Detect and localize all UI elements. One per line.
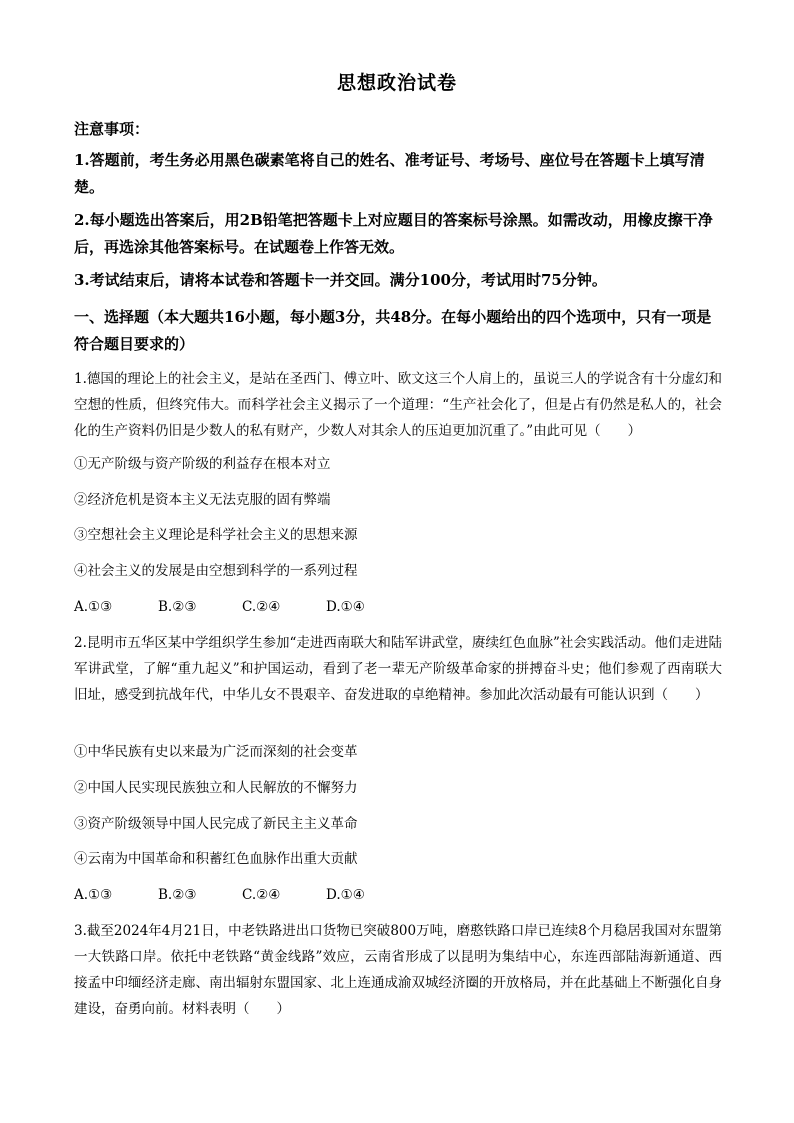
question-1-choice-b: B.②③ [158,599,197,615]
question-2-choice-d: D.①④ [326,887,365,903]
question-2-option-1: ①中华民族有史以来最为广泛而深刻的社会变革 [74,744,358,760]
question-2-option-4: ④云南为中国革命和积蓄红色血脉作出重大贡献 [74,851,358,867]
question-2-choice-c: C.②④ [242,887,281,903]
page-title: 思想政治试卷 [336,72,457,94]
question-2-stem: 2.昆明市五华区某中学组织学生参加“走进西南联大和陆军讲武堂，赓续红色血脉”社会实践活动。他们走进陆军讲武堂，了解“重九起义”和护国运动，看到了老一辈无产阶级革命家的拼搏奋斗史；他们参观了西南联大旧址，感受到抗战年代，中华儿女不畏艰辛、奋发进取的卓绝精神。参加此次活动最有可能认识到（ ） [74,635,722,703]
section-heading: 一、选择题（本大题共16小题，每小题3分，共48分。在每小题给出的四个选项中，只有一项是符合题目要求的） [74,308,712,353]
question-1-option-3: ③空想社会主义理论是科学社会主义的思想来源 [74,527,358,543]
question-2-choices [74,885,410,905]
question-2-choice-b: B.②③ [158,887,197,903]
question-1-option-1: ①无产阶级与资产阶级的利益存在根本对立 [74,456,331,472]
notice-item-3: 3.考试结束后，请将本试卷和答题卡一并交回。满分100分，考试用时75分钟。 [74,271,607,289]
question-1-choice-c: C.②④ [242,599,281,615]
question-1-choice-d: D.①④ [326,599,365,615]
question-2-option-2: ②中国人民实现民族独立和人民解放的不懈努力 [74,780,358,796]
notice-heading: 注意事项： [74,120,150,138]
question-3-stem: 3.截至2024年4月21日，中老铁路进出口货物已突破800万吨，磨憨铁路口岸已连续8个月稳居我国对东盟第一大铁路口岸。依托中老铁路“黄金线路”效应，云南省形成了以昆明为集结中心，东连西部陆海新通道、西接孟中印缅经济走廊、南出辐射东盟国家、北上连通成渝双城经济圈的开放格局，并在此基础上不断强化自身建设，奋勇向前。材料表明（ ） [74,923,722,1017]
notice-item-2: 2.每小题选出答案后，用2B铅笔把答题卡上对应题目的答案标号涂黑。如需改动，用橡皮擦干净后，再选涂其他答案标号。在试题卷上作答无效。 [74,211,713,256]
question-2-choice-a: A.①③ [74,887,113,903]
question-1-option-4: ④社会主义的发展是由空想到科学的一系列过程 [74,563,358,579]
question-1-stem: 1.德国的理论上的社会主义，是站在圣西门、傅立叶、欧文这三个人肩上的，虽说三人的学说含有十分虚幻和空想的性质，但终究伟大。而科学社会主义揭示了一个道理：“生产社会化了，但是占有仍然是私人的，社会化的生产资料仍旧是少数人的私有财产，少数人对其余人的压迫更加沉重了。”由此可见（ ） [74,371,722,439]
question-1-option-2: ②经济危机是资本主义无法克服的固有弊端 [74,492,331,508]
question-1-choice-a: A.①③ [74,599,113,615]
question-2-option-3: ③资产阶级领导中国人民完成了新民主主义革命 [74,816,358,832]
question-1-choices [74,597,410,617]
notice-item-1: 1.答题前，考生务必用黑色碳素笔将自己的姓名、准考证号、考场号、座位号在答题卡上填写清楚。 [74,151,705,196]
